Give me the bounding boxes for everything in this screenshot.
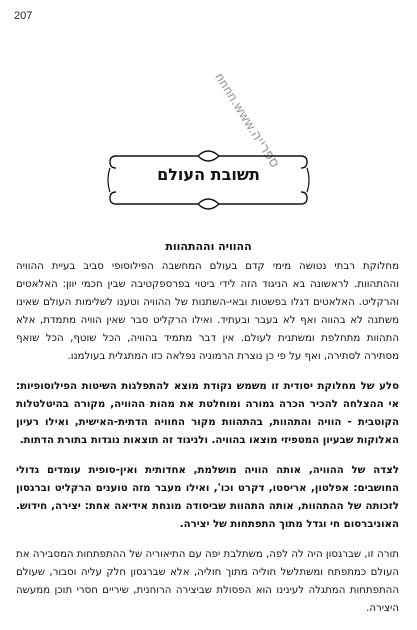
paragraph-1: מחלוקת רבתי נטושה מימי קדם בעולם המחשבה הפילוסופי סביב בעיית ההוויה וההתהוות. לראשונה בא הניגוד הזה לידי ביטוי בפרספקטיבה שבין חכמי יוון: האלאטים והרקליט. האלאטים דגלו בפשטות ובאי-השתנות של ההוויה וטענו לשלימות העולם שאינו משתנה לא בהווה ואף לא בעבר ובעתיד. ואילו הרקליט סבר שאין הוויה מתמדת, אלא התהוות מתחלפת ומשתנית לעולם. אין דבר מתמיד בהוויה, הכל שוטף, הכל שואף מסתירה לסתירה, ואף על פי כן נוצרת הרמוניה נפלאה כזו המתגלית בעולמנו. (16, 261, 399, 362)
section-title: ההוויה וההתהוות (165, 240, 252, 253)
page-number: 207 (14, 10, 33, 22)
paragraph-3: לצדה של ההוויה, אותה הוויה מושלמת, אחדותית ואין-סופית עומדים גדולי החושבים: אפלטון, אריסטו, דקרט וכו', ואילו מעבר מזה טוענים הרקליט וברגסון לזכותה של ההתהוות, אותה התהוות שביסודה מונחת אידיאה אחת: יצירה, חידוש. האוניברסום חי וגדל מתוך התפתחות של יצירה. (16, 465, 399, 530)
watermark-text: nnnn.www.ספרייה (212, 70, 283, 171)
paragraph-4: תורה זו, שברגסון היה לה לפה, משתלבת יפה עם התיאוריה של ההתפתחות המסבירה את העולם כמתפתח ומשתלשל חוליה מתוך חוליה, אלא שברגסון חלק עליה וסבור, שעולם ההתפתחות המתגלה לעינינו הוא הפסולת שביצירה הרוחנית, שיריים חסרי תוכן ממעשה היצירה. (16, 549, 399, 614)
body-text (16, 258, 399, 630)
chapter-title: תשובת העולם (157, 165, 260, 184)
paragraph-2: סלע של מחלוקת יסודית זו משמש נקודת מוצא להתפלגות השיטות הפילוסופיות: אי ההצלחה להכיר הכרה גמורה ומוחלטת את מהות ההוויה, מקורה בהיטלטלות הקוטבית - הוויה והתהוות, בהתהוות מקור החוויה הדתית-האישית, ואילו רעיון האלוקות שבעיון המטפיזי מוצאו בהוויה. ולניגוד זה תוצאות נוגדות בתורת הדתות. (16, 381, 399, 446)
